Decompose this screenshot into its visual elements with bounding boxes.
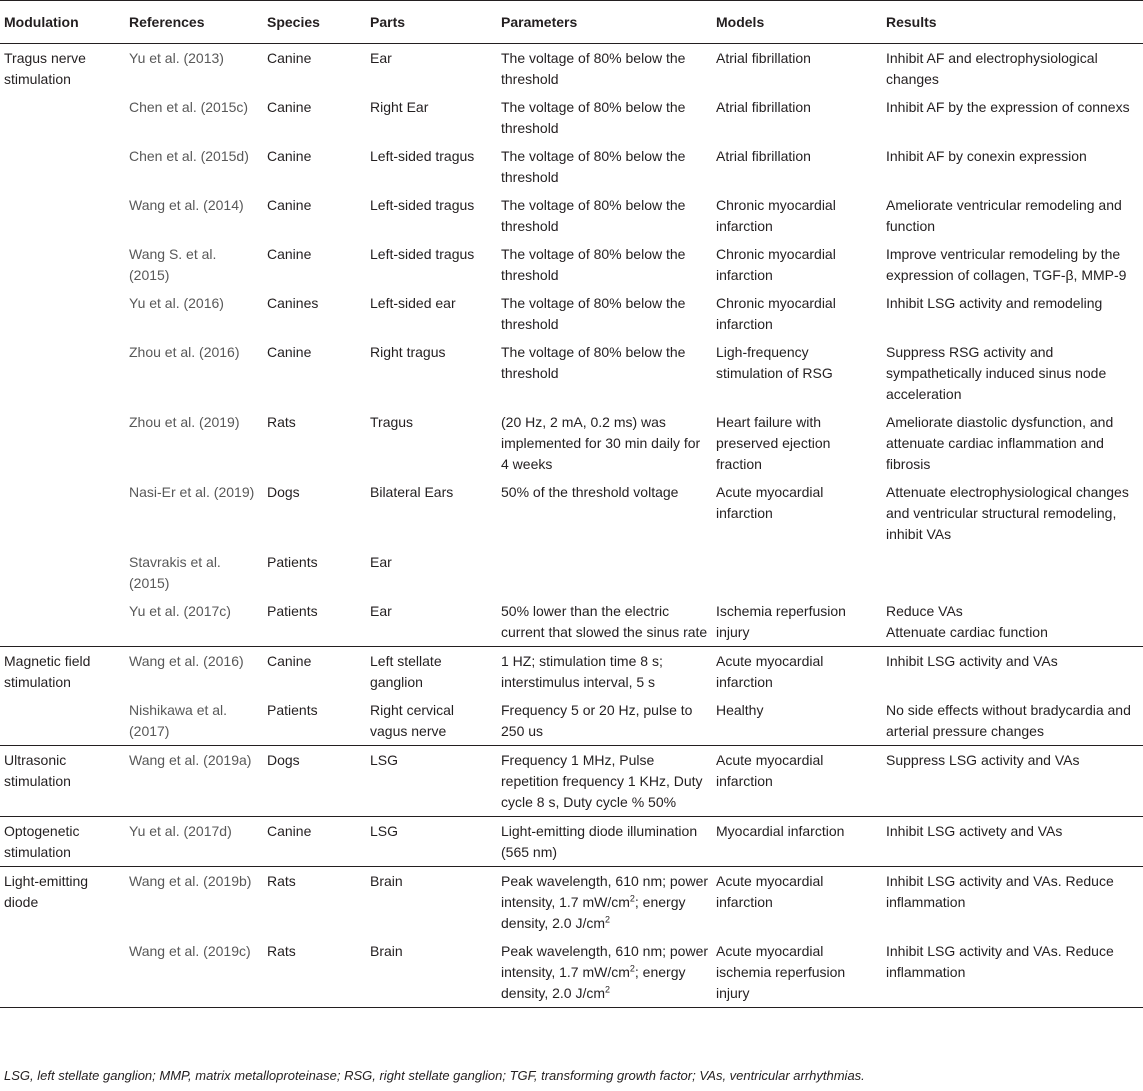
cell-species: Dogs [267,484,300,500]
cell-references: Yu et al. (2017d) [125,817,263,867]
cell-species: Canine [267,344,312,360]
cell-modulation [0,478,125,548]
cell-results: Suppress RSG activity and sympathetically induced sinus node acceleration [886,344,1107,402]
cell-references: Wang et al. (2016) [125,647,263,697]
cell-models [712,548,882,597]
cell-parameters: Peak wavelength, 610 nm; power intensity, 1.7 $mW/cm^2$; energy density, 2.0 $J/cm^2$ [497,867,712,938]
cell-results: Improve ventricular remodeling by the expression of collagen, TGF-β, MMP-9 [886,246,1127,283]
cell-references: Yu et al. (2017c) [129,603,231,619]
cell-results: Ameliorate diastolic dysfunction, and attenuate cardiac inflammation and fibrosis [886,414,1114,472]
cell-modulation [0,548,125,597]
cell-parts: Right cervical vagus nerve [370,702,455,739]
cell-parameters: The voltage of 80% below the threshold [501,99,686,136]
cell-references: Zhou et al. (2016) [129,344,240,360]
cell-parameters: The voltage of 80% below the threshold [501,50,686,87]
cell-parameters: The voltage of 80% below the threshold [501,148,686,185]
table-row [0,696,1143,746]
cell-parts: Brain [366,867,497,938]
cell-parts: Brain [366,937,497,1008]
cell-species: Patients [267,603,318,619]
cell-species: Rats [267,414,296,430]
cell-parameters [497,548,712,597]
cell-modulation: Magnetic field stimulation [0,647,125,697]
cell-models: Heart failure with preserved ejection fraction [716,414,831,472]
cell-results: Attenuate electrophysiological changes and ventricular structural remodeling, inhibit VAs [886,484,1129,542]
cell-references: Chen et al. (2015d) [129,148,249,164]
cell-models: Chronic myocardial infarction [716,295,836,332]
table-row [0,289,1143,338]
cell-results: Inhibit LSG activity and remodeling [886,295,1103,311]
cell-species: Canine [267,246,312,262]
cell-species: Patients [267,702,318,718]
cell-modulation [0,191,125,240]
table-row [0,338,1143,408]
cell-models: Chronic myocardial infarction [716,246,836,283]
cell-parameters: 50% lower than the electric current that slowed the sinus rate [501,603,708,640]
cell-species: Canine [267,99,312,115]
table-row [0,817,1143,867]
cell-modulation [0,240,125,289]
cell-references: Wang et al. (2019c) [125,937,263,1008]
header-parts: Parts [366,1,497,44]
cell-modulation [0,696,125,746]
cell-parameters: The voltage of 80% below the threshold [501,295,686,332]
cell-parameters: 50% of the threshold voltage [501,484,679,500]
header-parameters: Parameters [497,1,712,44]
cell-parts: Ear [370,554,392,570]
cell-references: Wang et al. (2019a) [125,746,263,817]
cell-species: Rats [263,937,366,1008]
cell-references: Zhou et al. (2019) [129,414,240,430]
table-row [0,408,1143,478]
header-species: Species [263,1,366,44]
cell-parts: Left-sided tragus [370,197,475,213]
cell-parts: Bilateral Ears [370,484,454,500]
header-models: Models [712,1,882,44]
cell-models: Ischemia reperfusion injury [716,603,846,640]
cell-modulation: Optogenetic stimulation [0,817,125,867]
cell-modulation [0,93,125,142]
table-body [0,44,1143,1008]
cell-results: Inhibit LSG activity and VAs [882,647,1143,697]
cell-references: Nasi-Er et al. (2019) [129,484,255,500]
cell-results: Inhibit AF by conexin expression [886,148,1087,164]
cell-models: Acute myocardial infarction [712,746,882,817]
cell-species: Dogs [263,746,366,817]
cell-modulation [0,597,125,647]
cell-species: Canine [267,197,312,213]
cell-references: Wang et al. (2019b) [125,867,263,938]
cell-parts: LSG [366,746,497,817]
cell-references: Wang et al. (2014) [129,197,244,213]
table-row [0,191,1143,240]
cell-parts: LSG [366,817,497,867]
cell-modulation [0,408,125,478]
cell-species: Canine [267,148,312,164]
cell-results [882,548,1143,597]
cell-results: Inhibit LSG activety and VAs [882,817,1143,867]
cell-parameters: The voltage of 80% below the threshold [501,246,686,283]
cell-results: Suppress LSG activity and VAs [882,746,1143,817]
cell-parameters: Frequency 5 or 20 Hz, pulse to 250 us [501,702,693,739]
cell-modulation: Tragus nerve stimulation [4,50,86,87]
cell-models: Atrial fibrillation [716,148,811,164]
cell-parameters: Light-emitting diode illumination (565 nm) [497,817,712,867]
cell-parts: Tragus [370,414,414,430]
cell-parts: Left-sided ear [370,295,456,311]
cell-parameters: The voltage of 80% below the threshold [501,344,686,381]
cell-models: Acute myocardial infarction [712,867,882,938]
cell-parameters: Frequency 1 MHz, Pulse repetition frequency 1 KHz, Duty cycle 8 s, Duty cycle % 50% [497,746,712,817]
table-row [0,478,1143,548]
table-row [0,548,1143,597]
cell-species: Canine [263,647,366,697]
cell-parts: Right tragus [370,344,446,360]
cell-modulation: Ultrasonic stimulation [0,746,125,817]
cell-parts: Left-sided tragus [370,148,475,164]
cell-results: Reduce VAs Attenuate cardiac function [886,603,1048,640]
cell-parameters: The voltage of 80% below the threshold [501,197,686,234]
table-row [0,647,1143,697]
cell-modulation [0,142,125,191]
cell-species: Canines [267,295,319,311]
cell-references: Chen et al. (2015c) [129,99,249,115]
cell-modulation [0,937,125,1008]
cell-species: Canine [267,50,312,66]
cell-references: Nishikawa et al. (2017) [129,702,228,739]
cell-models: Chronic myocardial infarction [716,197,836,234]
cell-models: Atrial fibrillation [716,99,811,115]
cell-modulation [0,338,125,408]
header-modulation: Modulation [0,1,125,44]
table-row [0,93,1143,142]
cell-references: Yu et al. (2016) [129,295,224,311]
header-results: Results [882,1,1143,44]
table-row [0,937,1143,1008]
table-footnote: LSG, left stellate ganglion; MMP, matrix metalloproteinase; RSG, right stellate ganglion; TGF, transforming growth factor; VAs, ventricular arrhythmias. [4,1068,865,1083]
cell-parts: Left-sided tragus [370,246,475,262]
table-row [0,867,1143,938]
cell-species: Patients [267,554,318,570]
cell-parts: Ear [370,603,392,619]
cell-models: Ligh-frequency stimulation of RSG [716,344,833,381]
table-row [0,142,1143,191]
cell-parameters: (20 Hz, 2 mA, 0.2 ms) was implemented for 30 min daily for 4 weeks [501,414,701,472]
cell-models: Acute myocardial ischemia reperfusion injury [712,937,882,1008]
table-row [0,44,1143,94]
table-row [0,240,1143,289]
cell-models: Atrial fibrillation [716,50,811,66]
cell-parameters: Peak wavelength, 610 nm; power intensity, 1.7 $mW/cm^2$; energy density, 2.0 $J/cm^2$ [497,937,712,1008]
header-references: References [125,1,263,44]
cell-references: Stavrakis et al. (2015) [129,554,221,591]
cell-results: Inhibit LSG activity and VAs. Reduce inflammation [882,867,1143,938]
table-row [0,746,1143,817]
cell-modulation [0,289,125,338]
cell-results: Inhibit AF by the expression of connexs [886,99,1130,115]
cell-references: Yu et al. (2013) [129,50,224,66]
header-row [0,1,1143,44]
cell-species: Canine [263,817,366,867]
cell-models: Acute myocardial infarction [716,484,824,521]
cell-results: No side effects without bradycardia and arterial pressure changes [886,702,1131,739]
cell-results: Inhibit LSG activity and VAs. Reduce inflammation [882,937,1143,1008]
cell-models: Myocardial infarction [712,817,882,867]
cell-parts: Ear [370,50,392,66]
cell-models: Acute myocardial infarction [712,647,882,697]
cell-references: Wang S. et al. (2015) [129,246,217,283]
cell-parameters: 1 HZ; stimulation time 8 s; interstimulus interval, 5 s [497,647,712,697]
table-row [0,597,1143,647]
cell-parts: Right Ear [370,99,429,115]
cell-parts: Left stellate ganglion [366,647,497,697]
cell-results: Inhibit AF and electrophysiological changes [886,50,1098,87]
cell-results: Ameliorate ventricular remodeling and function [886,197,1122,234]
cell-models: Healthy [716,702,764,718]
cell-species: Rats [263,867,366,938]
cell-modulation: Light-emitting diode [0,867,125,938]
